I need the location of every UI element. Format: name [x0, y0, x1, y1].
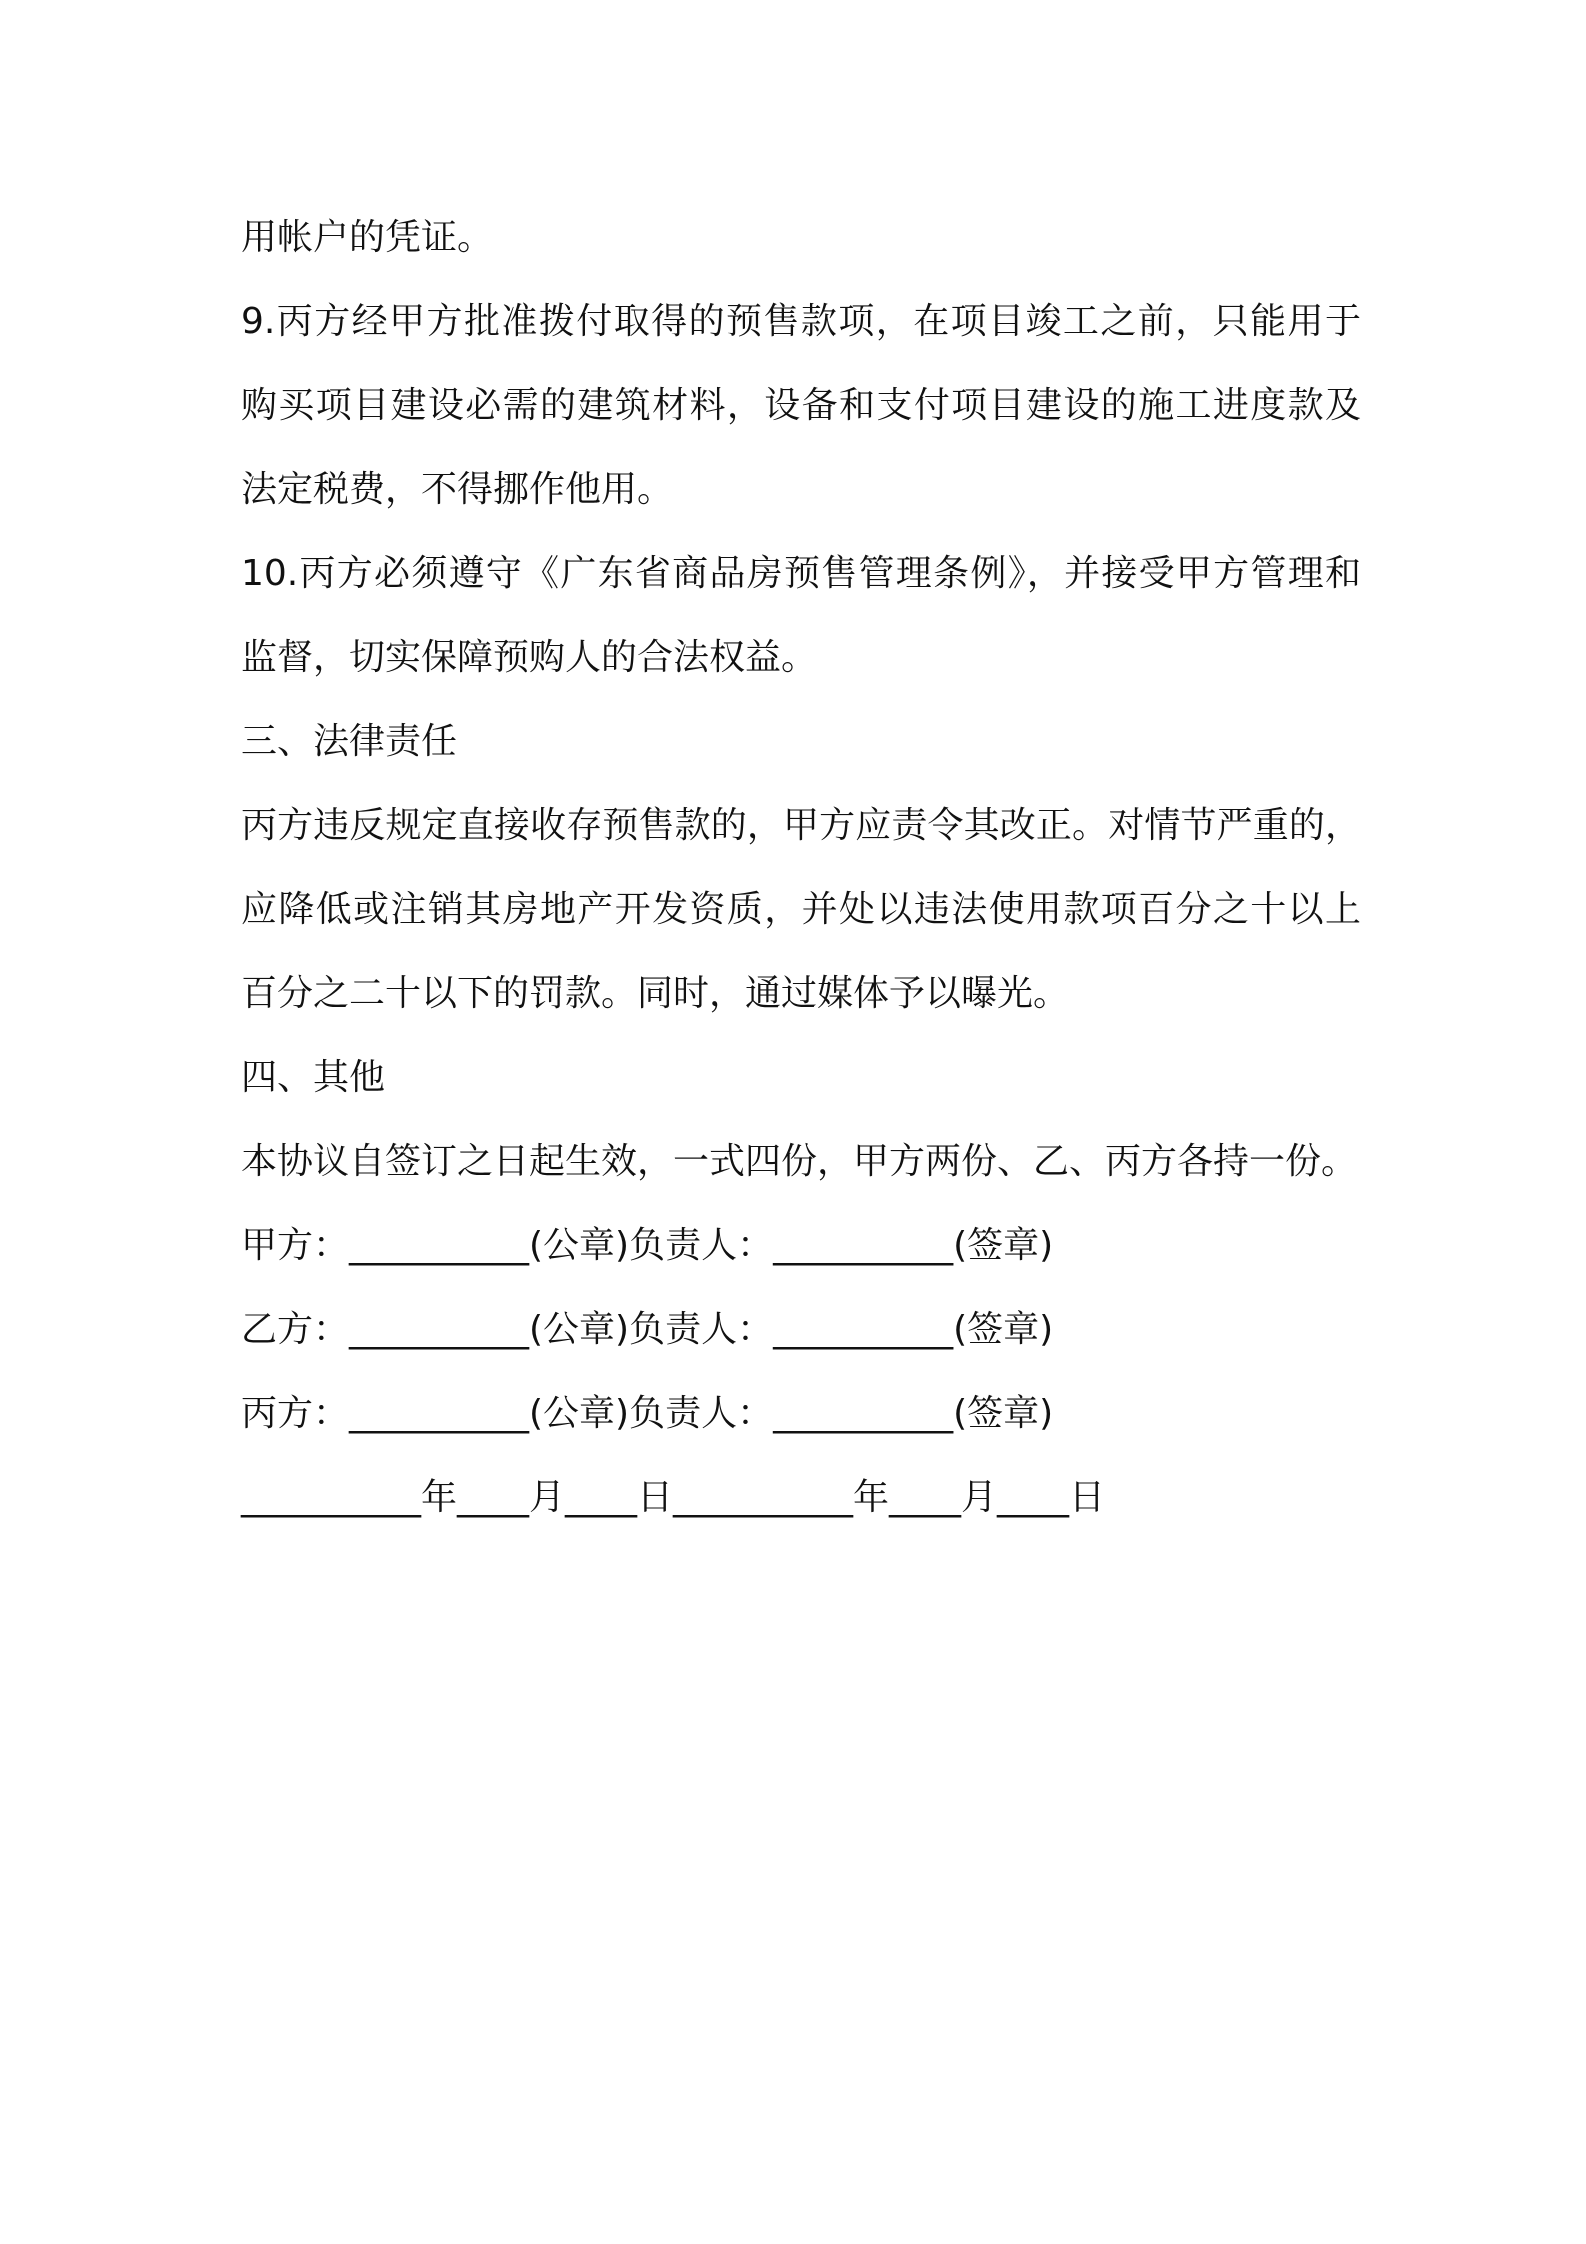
text-line: 应降低或注销其房地产开发资质，并处以违法使用款项百分之十以上: [241, 889, 1361, 930]
text-line: 本协议自签订之日起生效，一式四份，甲方两份、乙、丙方各持一份。: [241, 1141, 1358, 1182]
signature-line-party-b: 乙方：__________(公章)负责人：__________(签章): [241, 1309, 1054, 1350]
text-line: 法定税费，不得挪作他用。: [241, 469, 674, 510]
signature-line-party-c: 丙方：__________(公章)负责人：__________(签章): [241, 1393, 1054, 1434]
text-line: 10.丙方必须遵守《广东省商品房预售管理条例》，并接受甲方管理和: [241, 553, 1361, 594]
signature-line-party-a: 甲方：__________(公章)负责人：__________(签章): [241, 1225, 1054, 1266]
text-line: 丙方违反规定直接收存预售款的，甲方应责令其改正。对情节严重的，: [241, 805, 1361, 846]
text-line: 用帐户的凭证。: [241, 217, 494, 258]
text-line: 购买项目建设必需的建筑材料，设备和支付项目建设的施工进度款及: [241, 385, 1361, 426]
section-heading: 四、其他: [241, 1057, 386, 1098]
text-line: 9.丙方经甲方批准拨付取得的预售款项，在项目竣工之前，只能用于: [241, 301, 1361, 342]
section-heading: 三、法律责任: [241, 721, 458, 762]
document-body: [241, 196, 1361, 1540]
text-line: 监督，切实保障预购人的合法权益。: [241, 637, 818, 678]
date-line: __________年____月____日__________年____月____日: [241, 1477, 1105, 1518]
text-line: 百分之二十以下的罚款。同时，通过媒体予以曝光。: [241, 973, 1070, 1014]
